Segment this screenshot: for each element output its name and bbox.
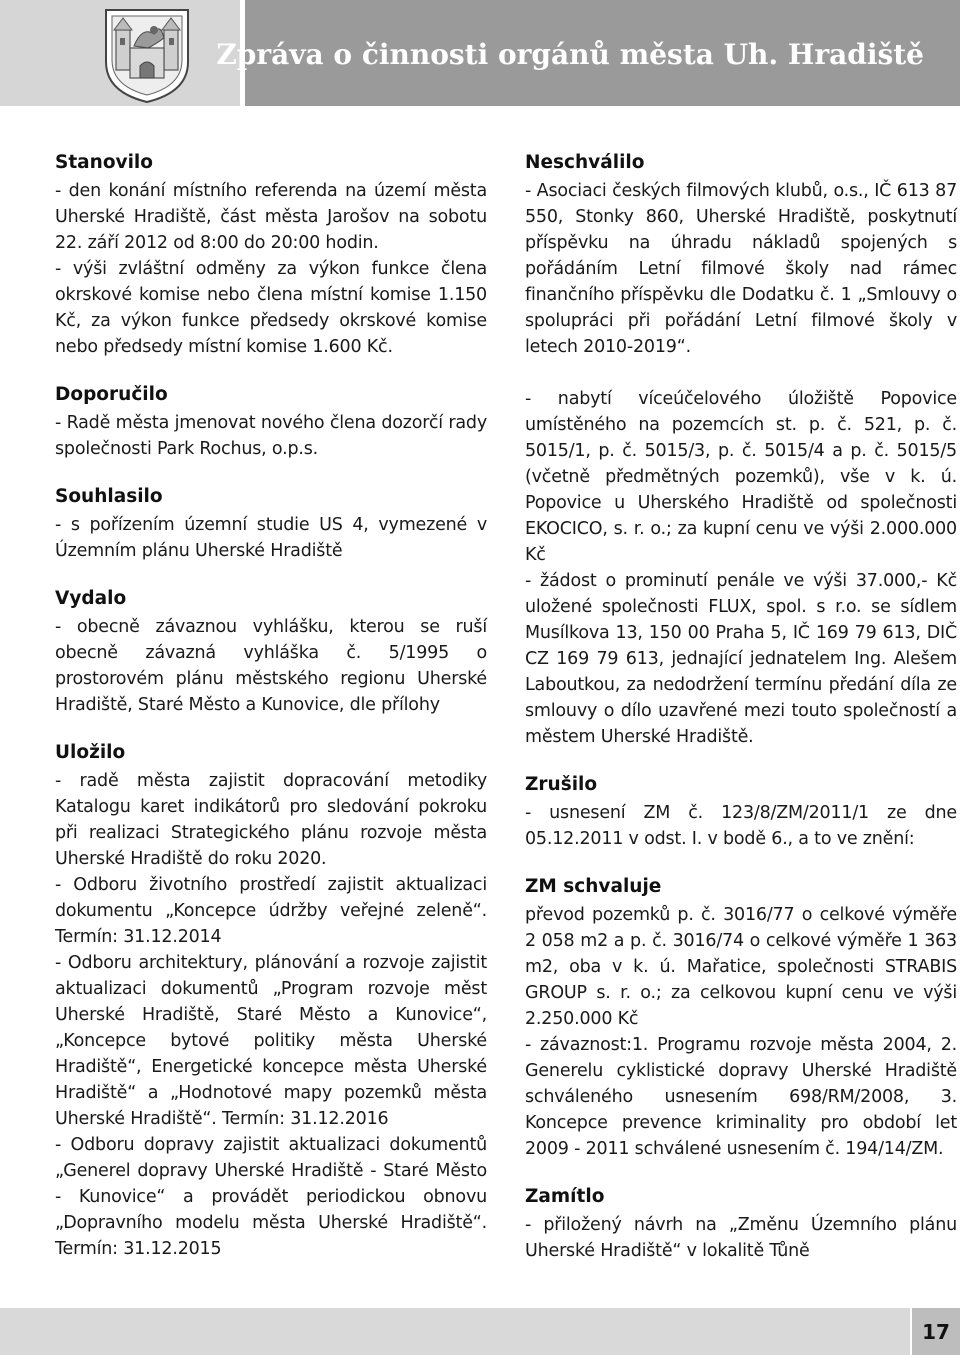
section-paragraph: - výši zvláštní odměny za výkon funkce člena okrskové komise nebo člena místní komise 1.150 Kč, za výkon funkce předsedy okrskové komise nebo předsedy místní komise 1.600 Kč.	[55, 259, 487, 357]
section-heading: Zrušilo	[525, 774, 598, 795]
section-heading: Vydalo	[55, 588, 127, 609]
section-paragraph: - obecně závaznou vyhlášku, kterou se ruší obecně závazná vyhláška č. 5/1995 o prostorovém plánu městského regionu Uherské Hradiště, Staré Město a Kunovice, dle přílohy	[55, 617, 487, 715]
section-paragraph: - s pořízením územní studie US 4, vymezené v Územním plánu Uherské Hradiště	[55, 515, 487, 561]
section-zm-schvaluje	[525, 874, 957, 1162]
footer-band	[0, 1308, 910, 1355]
section-ulozilo	[55, 740, 487, 1262]
page-number-box	[912, 1308, 960, 1355]
paragraph-gap	[525, 360, 957, 386]
section-heading: Neschválilo	[525, 152, 645, 173]
section-paragraph: - Radě města jmenovat nového člena dozorčí rady společnosti Park Rochus, o.p.s.	[55, 413, 487, 459]
section-paragraph: - žádost o prominutí penále ve výši 37.000,- Kč uložené společnosti FLUX, spol. s r.o. se sídlem Musílkova 13, 150 00 Praha 5, IČ 169 79 613, DIČ CZ 169 79 613, jednající jednatelem Ing. Alešem Laboutkou, za nedodržení termínu předání díla ze smlouvy o dílo uzavřené mezi touto společností a městem Uherské Hradiště.	[525, 571, 957, 747]
section-paragraph: - přiložený návrh na „Změnu Územního plánu Uherské Hradiště“ v lokalitě Tůně	[525, 1215, 957, 1261]
section-paragraph: - Odboru dopravy zajistit aktualizaci dokumentů „Generel dopravy Uherské Hradiště - Staré Město - Kunovice“ a provádět periodickou obnovu „Dopravního modelu města Uherské Hradiště“. Termín: 31.12.2015	[55, 1135, 487, 1259]
city-coat-of-arms-icon	[98, 4, 196, 104]
section-zrusilo	[525, 772, 957, 852]
section-doporucilo	[55, 382, 487, 462]
section-paragraph: převod pozemků p. č. 3016/77 o celkové výměře 2 058 m2 a p. č. 3016/74 o celkové výměře 1 363 m2, oba v k. ú. Mařatice, společnosti STRABIS GROUP s. r. o.; za celkovou kupní cenu ve výši 2.250.000 Kč	[525, 905, 957, 1029]
page-number: 17	[922, 1319, 950, 1344]
section-stanovilo	[55, 150, 487, 360]
section-heading: Souhlasilo	[55, 486, 163, 507]
section-heading: Stanovilo	[55, 152, 153, 173]
section-paragraph: - závaznost:1. Programu rozvoje města 2004, 2. Generelu cyklistické dopravy Uherské Hradiště schváleného usnesením 698/RM/2008, 3. Koncepce prevence kriminality pro období let 2009 - 2011 schválené usnesením č. 194/14/ZM.	[525, 1035, 957, 1159]
section-souhlasilo	[55, 484, 487, 564]
header-logo-box	[0, 0, 240, 106]
header-band	[216, 0, 960, 106]
section-paragraph: - usnesení ZM č. 123/8/ZM/2011/1 ze dne 05.12.2011 v odst. I. v bodě 6., a to ve znění:	[525, 803, 957, 849]
section-heading: Doporučilo	[55, 384, 168, 405]
section-paragraph: - Odboru architektury, plánování a rozvoje zajistit aktualizaci dokumentů „Program rozvoje měst Uherské Hradiště, Staré Město a Kunovice“, „Koncepce bytové politiky města Uherské Hradiště“, Energetické koncepce města Uherské Hradiště“ a „Hodnotové mapy pozemků města Uherské Hradiště“. Termín: 31.12.2016	[55, 953, 487, 1129]
section-heading: Zamítlo	[525, 1186, 605, 1207]
page-title: Zpráva o činnosti orgánů města Uh. Hradiště	[216, 38, 924, 71]
right-column	[525, 150, 957, 1286]
section-paragraph: - Odboru životního prostředí zajistit aktualizaci dokumentu „Koncepce údržby veřejné zeleně“. Termín: 31.12.2014	[55, 875, 487, 947]
section-neschvalilo	[525, 150, 957, 750]
section-heading: Uložilo	[55, 742, 126, 763]
section-paragraph: - Asociaci českých filmových klubů, o.s., IČ 613 87 550, Stonky 860, Uherské Hradiště, poskytnutí příspěvku na úhradu nákladů spojených s pořádáním Letní filmové školy nad rámec finančního příspěvku dle Dodatku č. 1 „Smlouvy o spolupráci při pořádání Letní filmové školy v letech 2010-2019“.	[525, 181, 957, 357]
section-heading: ZM schvaluje	[525, 876, 662, 897]
section-paragraph: - radě města zajistit dopracování metodiky Katalogu karet indikátorů pro sledování pokroku při realizaci Strategického plánu rozvoje města Uherské Hradiště do roku 2020.	[55, 771, 487, 869]
section-vydalo	[55, 586, 487, 718]
section-paragraph: - den konání místního referenda na území města Uherské Hradiště, část města Jarošov na sobotu 22. září 2012 od 8:00 do 20:00 hodin.	[55, 181, 487, 253]
left-column	[55, 150, 487, 1284]
section-zamitlo	[525, 1184, 957, 1264]
section-paragraph: - nabytí víceúčelového úložiště Popovice umístěného na pozemcích st. p. č. 521, p. č. 5015/1, p. č. 5015/3, p. č. 5015/4 a p. č. 5015/5 (včetně předmětných pozemků), vše v k. ú. Popovice u Uherského Hradiště od společnosti EKOCICO, s. r. o.; za kupní cenu ve výši 2.000.000 Kč	[525, 389, 957, 565]
